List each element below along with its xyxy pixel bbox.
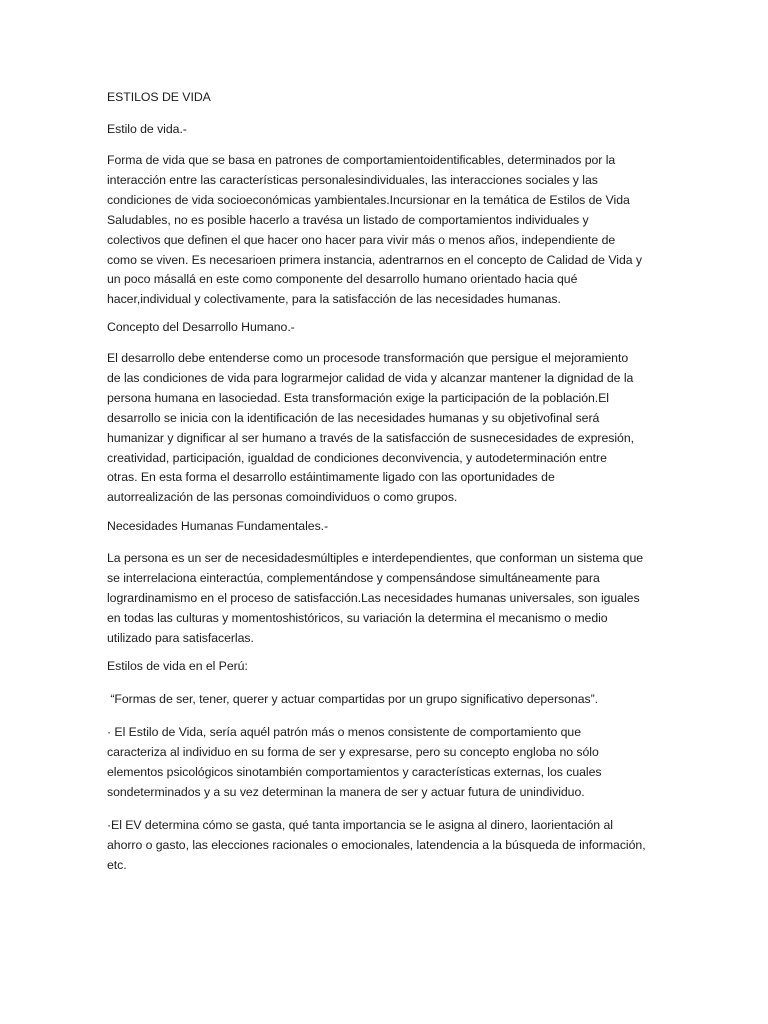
paragraph-estilo-de-vida — [107, 151, 642, 310]
text-line: se interrelaciona einteractúa, complementándose y compensándose simultáneamente para — [107, 570, 600, 585]
text-line: otras. En esta forma el desarrollo estáintimamente ligado con las oportunidades de — [107, 470, 555, 485]
text-line: como se viven. Es necesarioen primera instancia, adentrarnos en el concepto de Calidad de Vida y — [107, 252, 642, 267]
document-title: ESTILOS DE VIDA — [107, 90, 211, 104]
text-line: colectivos que definen el que hacer ono hacer para vivir más o menos años, independiente de — [107, 232, 616, 247]
text-line: de las condiciones de vida para lograrmejor calidad de vida y alcanzar mantener la dignidad de la — [107, 370, 634, 385]
text-line: El desarrollo debe entenderse como un procesode transformación que persigue el mejoramiento — [107, 351, 629, 365]
text-line: persona humana en lasociedad. Esta transformación exige la participación de la población.El — [107, 390, 609, 405]
paragraph-necesidades-humanas — [107, 549, 643, 649]
text-line: condiciones de vida socioeconómicas yambientales.Incursionar en la temática de Estilos de Vida — [107, 192, 630, 207]
text-line: utilizado para satisfacerlas. — [107, 630, 254, 645]
section-heading-estilo-de-vida: Estilo de vida.- — [107, 122, 187, 136]
text-line: desarrollo se inicia con la identificación de las necesidades humanas y su objetivofinal será — [107, 410, 600, 425]
text-line: creatividad, participación, igualdad de condiciones deconvivencia, y autodeterminación entre — [107, 450, 607, 465]
text-line: caracteriza al individuo en su forma de ser y expresarse, pero su concepto engloba no sólo — [107, 744, 599, 759]
text-line: ·El EV determina cómo se gasta, qué tanta importancia se le asigna al dinero, laorientación al — [107, 818, 613, 832]
section-heading-estilos-peru: Estilos de vida en el Perú: — [107, 659, 248, 673]
section-heading-desarrollo-humano: Concepto del Desarrollo Humano.- — [107, 320, 295, 334]
paragraph-desarrollo-humano — [107, 349, 634, 508]
text-line: etc. — [107, 857, 127, 872]
bullet-paragraph-estilo-de-vida — [107, 723, 602, 803]
text-line: humanizar y dignificar al ser humano a través de la satisfacción de susnecesidades de expresión, — [107, 430, 634, 445]
section-heading-necesidades-humanas: Necesidades Humanas Fundamentales.- — [107, 519, 329, 533]
text-line: Forma de vida que se basa en patrones de comportamientoidentificables, determinados por la — [107, 153, 616, 167]
text-line: autorrealización de las personas comoindividuos o como grupos. — [107, 490, 458, 505]
text-line: elementos psicológicos sinotambién comportamientos y características externas, los cuales — [107, 764, 602, 779]
text-line: Saludables, no es posible hacerlo a travésa un listado de comportamientos individuales y — [107, 212, 589, 227]
text-line: ahorro o gasto, las elecciones racionales o emocionales, latendencia a la búsqueda de información, — [107, 837, 646, 852]
text-line: en todas las culturas y momentoshistóricos, su variación la determina el mecanismo o medio — [107, 610, 608, 625]
bullet-paragraph-ev — [107, 816, 646, 876]
text-line: hacer,individual y colectivamente, para la satisfacción de las necesidades humanas. — [107, 292, 561, 307]
quote-definition: “Formas de ser, tener, querer y actuar compartidas por un grupo significativo depersonas”. — [107, 692, 598, 706]
text-line: interacción entre las características personalesindividuales, las interacciones sociales y las — [107, 172, 598, 187]
text-line: La persona es un ser de necesidadesmúltiples e interdependientes, que conforman un sistema que — [107, 551, 644, 565]
text-line: · El Estilo de Vida, sería aquél patrón más o menos consistente de comportamiento que — [107, 725, 582, 739]
text-line: sondeterminados y a su vez determinan la manera de ser y actuar futura de unindividuo. — [107, 784, 585, 799]
text-line: logrardinamismo en el proceso de satisfacción.Las necesidades humanas universales, son iguales — [107, 590, 640, 605]
text-line: un poco másallá en este como componente del desarrollo humano orientado hacia qué — [107, 272, 578, 287]
